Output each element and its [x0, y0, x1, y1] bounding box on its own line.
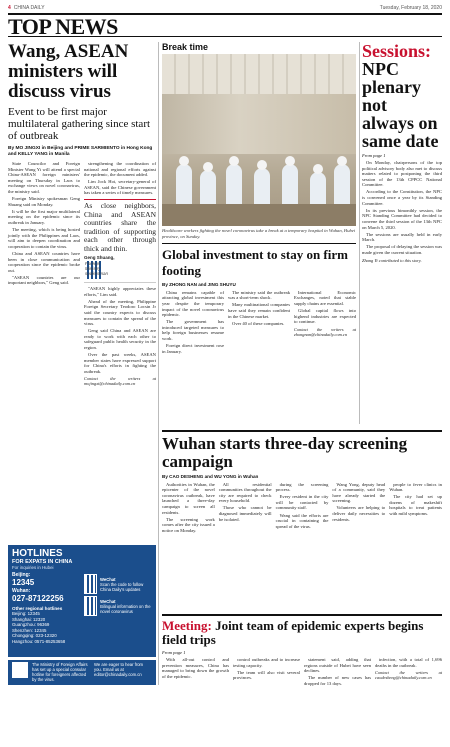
paragraph: Global capital flows into highend industries are expected to continue.	[294, 308, 356, 325]
wuhan-col-2	[219, 482, 272, 535]
paragraph: Geng said China and ASEAN are ready to work with each other to safeguard public health security in the region.	[84, 328, 156, 350]
beijing-label: Beijing:	[12, 572, 31, 578]
paragraph: The proposal of delaying the session was made given the current situation.	[362, 244, 442, 255]
wuhan-body	[162, 482, 442, 535]
photo-figure	[310, 172, 326, 208]
paragraph: With all-out control and prevention measures, China has managed to bring down the growth of the epidemic.	[162, 657, 229, 679]
hotlines-grid	[8, 572, 156, 645]
wuhan-headline[interactable]: Wuhan starts three-day screening campaign	[162, 430, 442, 471]
masthead-rule	[8, 36, 442, 37]
qr-code-icon[interactable]	[84, 574, 97, 594]
lead-story	[8, 42, 156, 386]
contributor-line: Zhang Yi contributed to this story.	[362, 257, 422, 263]
photo-figure	[282, 164, 298, 208]
wechat-text: Scan the code to follow China Daily's updates	[100, 581, 144, 592]
wuhan-col-5	[389, 482, 442, 535]
pull-quote-text: As close neighbors, China and ASEAN countries share the tradition of supporting each other through thick and thin.	[84, 201, 156, 253]
contact-line: Contact the writers at caodesheng@chinadaily.com.cn	[375, 670, 442, 681]
issue-date: Tuesday, February 18, 2020	[379, 5, 442, 11]
investment-col-1	[162, 290, 224, 356]
paragraph: According to the Constitution, the NPC is convened once a year by its Standing Committee.	[362, 189, 442, 206]
paragraph: during the screening process.	[275, 481, 329, 493]
jump-from-label: From page 1	[162, 650, 186, 655]
middle-column	[162, 42, 356, 356]
info-ticker	[8, 660, 156, 685]
news-photo[interactable]	[162, 54, 356, 226]
paragraph: The screening work comes after the city issued a notice on Monday.	[162, 516, 215, 533]
paragraph: Wang Yong, deputy head of a community, said they have already started the screening.	[332, 481, 386, 504]
hotline-item[interactable]: Beijing: 12345	[12, 611, 40, 616]
jump-from-label: From page 1	[362, 153, 386, 158]
photo-figure	[200, 170, 216, 208]
paragraph: In its previous bimonthly session, the NPC Standing Committee had decided to convene the third session of the 13th NPC on March 5, 2020.	[362, 207, 442, 230]
pull-quote-role: Foreign Ministry spokesman	[84, 260, 104, 280]
paragraph: All residential communities throughout the city are required to check every household.	[218, 481, 272, 504]
hotlines-numbers	[12, 572, 80, 645]
section-masthead	[8, 13, 442, 37]
lead-subhead: Event to be first major multilateral gathering since start of outbreak	[8, 106, 151, 142]
wechat-codes	[84, 572, 152, 645]
paragraph: The meeting, which is being hosted jointly with the Philippines and Laos, will aim to deepen coordination and cooperation to contain the virus.	[8, 227, 80, 249]
hotline-item[interactable]: Guangzhou: 96369	[12, 622, 50, 628]
wuhan-col-3	[276, 482, 329, 535]
meeting-headline-text: Joint team of epidemic experts begins field trips	[162, 618, 424, 647]
lead-col-1	[8, 161, 80, 386]
paragraph: China remains capable of attracting global investment this year despite the temporary impact of the novel coronavirus epidemic.	[162, 289, 224, 318]
pull-quote-author: Geng Shuang,	[84, 255, 115, 261]
ticker-text: We are eager to hear from you. Email us at editor@chinadaily.com.cn	[94, 662, 144, 677]
meeting-story	[162, 614, 442, 688]
paragraph: Every resident in the city will be contacted by community staff.	[275, 494, 329, 511]
wechat-label: WeChat	[100, 576, 116, 582]
paragraph: Many multinational companies have said they remain confident in the Chinese market.	[228, 302, 290, 319]
hotlines-title: HOTLINES	[12, 548, 63, 559]
ticker-text: The Ministry of Foreign Affairs has set up a special consular hotline for foreigners affected by the virus.	[32, 662, 88, 682]
photo-figure	[334, 164, 350, 208]
pull-quote	[84, 199, 156, 283]
photo-caption: Healthcare workers fighting the novel coronavirus take a break at a temporary hospital in Wuhan, Hubei province, on Sunday.	[162, 228, 356, 239]
hotline-item[interactable]: Chongqing: 023-12320	[12, 633, 57, 639]
wechat-caption	[100, 599, 152, 614]
paragraph: International Economic Exchanges, noted that stable supply chains are essential.	[294, 289, 356, 306]
wuhan-label: Wuhan:	[12, 588, 31, 594]
meeting-body	[162, 657, 442, 688]
paragraph: "ASEAN countries are our important neighbors," Geng said.	[8, 274, 80, 286]
page-number: 4	[8, 5, 11, 11]
lead-headline[interactable]: Wang, ASEAN ministers will discuss virus	[8, 41, 129, 102]
qr-code-icon[interactable]	[84, 596, 97, 616]
wuhan-byline: By CAO DESHENG and WU YONG in Wuhan	[162, 474, 259, 479]
paragraph: Over 40 of these companies.	[232, 320, 285, 326]
paragraph: Foreign direct investment rose in January.	[162, 343, 224, 354]
wechat-block	[84, 574, 152, 594]
meeting-col-4	[375, 657, 442, 688]
paragraph: statement said, adding that regions outside of Hubei have seen declines.	[304, 657, 371, 674]
wuhan-col-1	[162, 482, 215, 535]
investment-byline: By ZHONG NAN and JING SHUYU	[162, 282, 236, 288]
paragraph: State Councilor and Foreign Minister Wang Yi will attend a special China-ASEAN foreign ministers' meeting on Thursday in Laos to exchange views on novel coronavirus, the ministry said.	[8, 161, 80, 194]
paper-name: CHINA DAILY	[13, 5, 45, 11]
hotlines-note: For inquiries in Hubei	[12, 565, 54, 570]
paragraph: Lim Jock Hoi, secretary-general of ASEAN, said the Chinese government has taken a series of timely measures.	[84, 179, 156, 196]
investment-headline[interactable]: Global investment to stay on firm footing	[162, 243, 356, 279]
right-column	[362, 42, 442, 263]
hotlines-box	[8, 545, 156, 657]
paragraph: control outbreaks and to increase testing capacity.	[233, 657, 300, 668]
wuhan-story	[162, 430, 442, 535]
hotline-item[interactable]: Shenzhen: 12345	[12, 627, 47, 633]
paragraph: On Monday, chairpersons of the top political advisory body also met to discuss matters related to postponing the third session of the 13th CPPCC National Committee.	[362, 160, 442, 188]
paragraph: Those who cannot be diagnosed immediately will be isolated.	[218, 505, 272, 522]
paragraph: infection, with a total of 1,696 deaths in the outbreak.	[375, 657, 442, 668]
paragraph: Over the past weeks, ASEAN member states have expressed support for China's efforts in fighting the outbreak.	[84, 352, 156, 374]
sessions-headline-accent: Sessions:	[362, 41, 432, 61]
regional-hotlines-label: Other regional hotlines	[12, 606, 63, 611]
beijing-number[interactable]: 12345	[12, 578, 35, 587]
paragraph: The city had set up dozens of makeshift hospitals to treat patients with mild symptoms.	[389, 494, 442, 517]
paragraph: Ahead of the meeting, Philippine Foreign Secretary Teodoro Locsin Jr said the country expects to discuss measures to contain the spread of the virus.	[84, 298, 156, 327]
section-title: TOP NEWS	[8, 14, 118, 39]
wechat-label: WeChat	[100, 598, 116, 604]
paragraph: The government has introduced targeted measures to help foreign businesses resume work.	[162, 319, 224, 342]
hotline-item[interactable]: Shanghai: 12320	[12, 616, 46, 622]
meeting-col-1	[162, 657, 229, 688]
column-rule	[359, 42, 360, 424]
meeting-col-2	[233, 657, 300, 688]
paragraph: It will be the first major multilateral meeting on the epidemic since its outbreak in January.	[8, 208, 80, 225]
paragraph: Foreign Ministry spokesman Geng Shuang said on Monday.	[8, 196, 80, 207]
paragraph: The team will also visit several provinces.	[233, 669, 300, 681]
sessions-headline[interactable]	[362, 42, 442, 150]
paragraph: The number of new cases has dropped for 13 days.	[304, 675, 371, 686]
paragraph: Volunteers are helping to deliver daily necessities to residents.	[332, 505, 386, 522]
photo-figure	[176, 164, 192, 208]
sessions-body	[362, 160, 442, 263]
column-rule	[158, 42, 159, 685]
hotline-item[interactable]: Hangzhou: 0571-85253658	[12, 638, 66, 644]
contact-line: Contact the writers at zhongnan@chinadaily.com.cn	[294, 326, 356, 337]
lead-col-2	[84, 161, 156, 386]
meeting-headline[interactable]	[162, 614, 442, 647]
investment-col-3	[294, 290, 356, 356]
paragraph: strengthening the coordination of national and regional efforts against the epidemic, the document added.	[84, 161, 156, 178]
meeting-headline-accent: Meeting:	[162, 618, 212, 633]
lead-body	[8, 161, 156, 386]
photo-floor	[162, 204, 356, 226]
photo-section-label: Break time	[162, 42, 209, 52]
wuhan-number[interactable]: 027-87122256	[12, 594, 64, 603]
page-header-bar	[8, 3, 442, 13]
wuhan-col-4	[332, 482, 385, 535]
contact-line: Contact the writers at mojingxi@chinadaily.com.cn	[84, 376, 156, 387]
investment-body	[162, 290, 356, 356]
paragraph: China and ASEAN countries have been in close communication and cooperation since the epidemic broke out.	[8, 250, 80, 273]
investment-col-2	[228, 290, 290, 356]
qr-code-icon[interactable]	[12, 662, 28, 678]
paragraph: "ASEAN highly appreciates these efforts," Lim said.	[84, 286, 156, 297]
paragraph: The sessions are usually held in early March.	[362, 231, 442, 243]
photo-wall	[162, 94, 356, 154]
hotlines-subtitle: FOR EXPATS IN CHINA	[12, 559, 73, 565]
lead-byline: By MO JINGXI in Beijing and PRIME SARMIENTO in Hong Kong and KELLY YANG in Manila	[8, 146, 153, 157]
photo-figure	[254, 168, 270, 208]
paragraph: Wang said the efforts are crucial in containing the spread of the virus.	[275, 512, 329, 529]
paragraph: The ministry said the outbreak was a short-term shock.	[228, 289, 290, 301]
header-left	[8, 5, 45, 11]
wechat-block	[84, 596, 152, 616]
meeting-col-3	[304, 657, 371, 688]
wechat-caption	[100, 577, 152, 592]
paragraph: people to fever clinics in Wuhan.	[389, 481, 442, 493]
photo-figure	[226, 164, 242, 208]
wechat-text: Bilingual information on the novel coronavirus	[100, 603, 151, 614]
paragraph: Authorities in Wuhan, the epicenter of the novel coronavirus outbreak, have launched a three-day campaign to screen all residents.	[162, 481, 215, 515]
sessions-headline-text: NPC plenary not always on same date	[362, 59, 439, 151]
header-right	[380, 5, 442, 11]
photo-ceiling	[162, 54, 356, 94]
